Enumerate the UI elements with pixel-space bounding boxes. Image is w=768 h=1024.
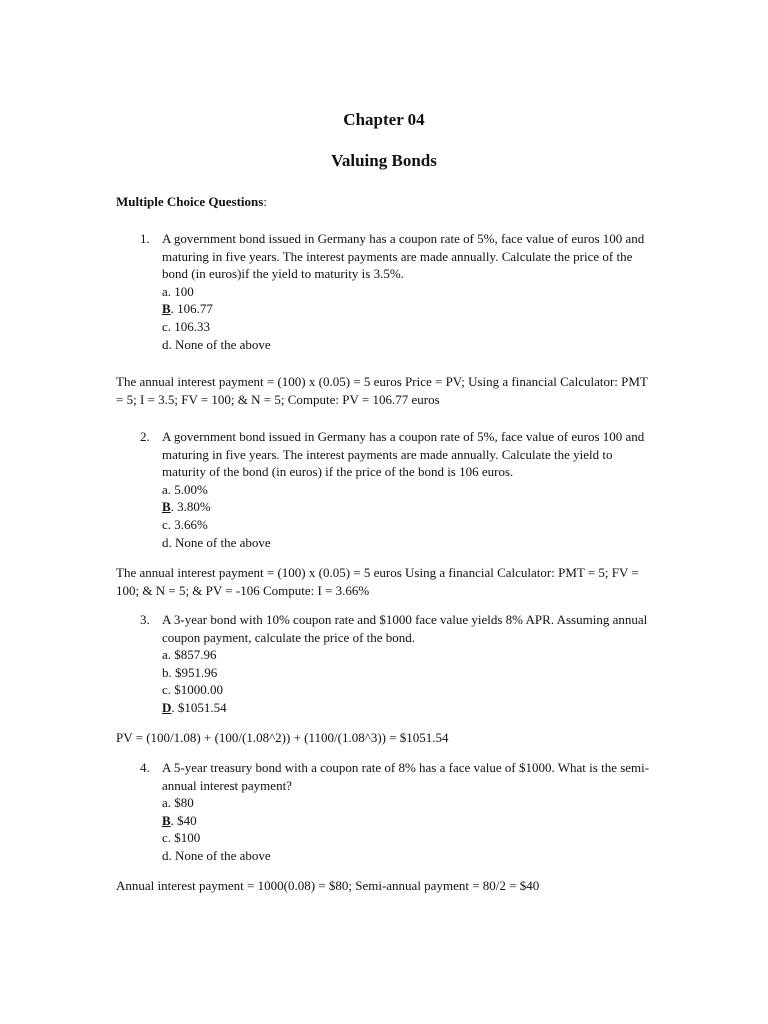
question-number: 3.: [140, 612, 150, 627]
option-text: None of the above: [175, 534, 271, 550]
option-text: 3.66%: [174, 516, 208, 532]
option-letter: c.: [162, 516, 172, 532]
option-letter: c.: [162, 318, 172, 334]
option-d: [162, 847, 656, 865]
option-a: [162, 794, 656, 812]
option-a: [162, 283, 656, 301]
question-1: [116, 230, 656, 353]
option-letter: a.: [162, 283, 172, 299]
section-heading: [116, 193, 267, 211]
option-letter: d.: [162, 336, 172, 352]
option-letter: B: [162, 499, 171, 515]
section-heading-label: Multiple Choice Questions: [116, 194, 264, 209]
option-text: 106.33: [174, 318, 211, 334]
option-letter: d.: [162, 534, 172, 550]
option-letter: a.: [162, 647, 172, 663]
option-text: $1051.54: [177, 699, 227, 715]
answer-text: The annual interest payment = (100) x (0.05) = 5 euros Price = PV; Using a financial Calculator: PMT = 5; I = 3.5; FV = 100; & N = 5; Compute: PV = 106.77 euros: [116, 374, 648, 407]
option-b: [162, 664, 656, 682]
option-letter-separator: .: [171, 699, 175, 715]
answer-text: The annual interest payment = (100) x (0.05) = 5 euros Using a financial Calculator: PMT = 5; FV = 100; & N = 5; & PV = -106 Compute: I = 3.66%: [116, 565, 639, 598]
option-c: [162, 318, 656, 336]
option-letter: a.: [162, 481, 172, 497]
option-letter-separator: .: [170, 499, 174, 515]
page-title: Valuing Bonds: [331, 151, 437, 170]
option-a: [162, 481, 656, 499]
option-letter: D: [162, 699, 172, 715]
option-text: None of the above: [175, 847, 271, 863]
option-text: 5.00%: [174, 481, 208, 497]
question-text: A government bond issued in Germany has a coupon rate of 5%, face value of euros 100 and maturing in five years. The interest payments are made annually. Calculate the price of the bond (in euros)if the yield to maturity is 3.5%.: [162, 231, 645, 282]
option-letter: c.: [162, 682, 172, 698]
option-letter-separator: .: [170, 812, 174, 828]
option-text: None of the above: [175, 336, 271, 352]
question-text: A 5-year treasury bond with a coupon rate of 8% has a face value of $1000. What is the semi-annual interest payment?: [162, 760, 650, 793]
answer-explanation-1: [116, 373, 656, 408]
answer-explanation-2: [116, 564, 656, 599]
option-d-correct: [162, 699, 656, 717]
option-text: 3.80%: [177, 499, 211, 515]
question-text: A 3-year bond with 10% coupon rate and $1000 face value yields 8% APR. Assuming annual coupon payment, calculate the price of the bond.: [162, 612, 648, 645]
option-d: [162, 336, 656, 354]
option-letter: b.: [162, 664, 172, 680]
option-text: $100: [174, 830, 201, 846]
question-3: [116, 611, 656, 717]
answer-text: Annual interest payment = 1000(0.08) = $80; Semi-annual payment = 80/2 = $40: [116, 878, 540, 893]
chapter-heading: Chapter 04: [343, 110, 425, 129]
question-4: [116, 759, 656, 865]
option-a: [162, 646, 656, 664]
answer-explanation-4: [116, 877, 656, 895]
option-b-correct: [162, 300, 656, 318]
option-letter: B: [162, 301, 171, 317]
option-text: 106.77: [177, 301, 213, 317]
option-text: 100: [174, 283, 194, 299]
question-2: [116, 428, 656, 551]
option-letter: d.: [162, 847, 172, 863]
option-text: $951.96: [175, 664, 218, 680]
answer-explanation-3: [116, 729, 656, 747]
answer-text: PV = (100/1.08) + (100/(1.08^2)) + (1100/(1.08^3)) = $1051.54: [116, 730, 449, 745]
option-text: $857.96: [174, 647, 217, 663]
option-text: $40: [177, 812, 197, 828]
option-c: [162, 516, 656, 534]
option-b-correct: [162, 812, 656, 830]
option-text: $80: [174, 795, 194, 811]
option-letter: c.: [162, 830, 172, 846]
option-c: [162, 681, 656, 699]
option-d: [162, 534, 656, 552]
question-number: 1.: [140, 231, 150, 246]
option-c: [162, 829, 656, 847]
option-letter: a.: [162, 795, 172, 811]
question-text: A government bond issued in Germany has a coupon rate of 5%, face value of euros 100 and maturing in five years. The interest payments are made annually. Calculate the yield to maturity of the bond (in euros) if the price of the bond is 106 euros.: [162, 429, 645, 480]
question-number: 4.: [140, 760, 150, 775]
question-number: 2.: [140, 429, 150, 444]
option-letter-separator: .: [170, 301, 174, 317]
option-letter: B: [162, 812, 171, 828]
option-b-correct: [162, 498, 656, 516]
section-heading-colon: :: [263, 194, 267, 209]
option-text: $1000.00: [174, 682, 224, 698]
